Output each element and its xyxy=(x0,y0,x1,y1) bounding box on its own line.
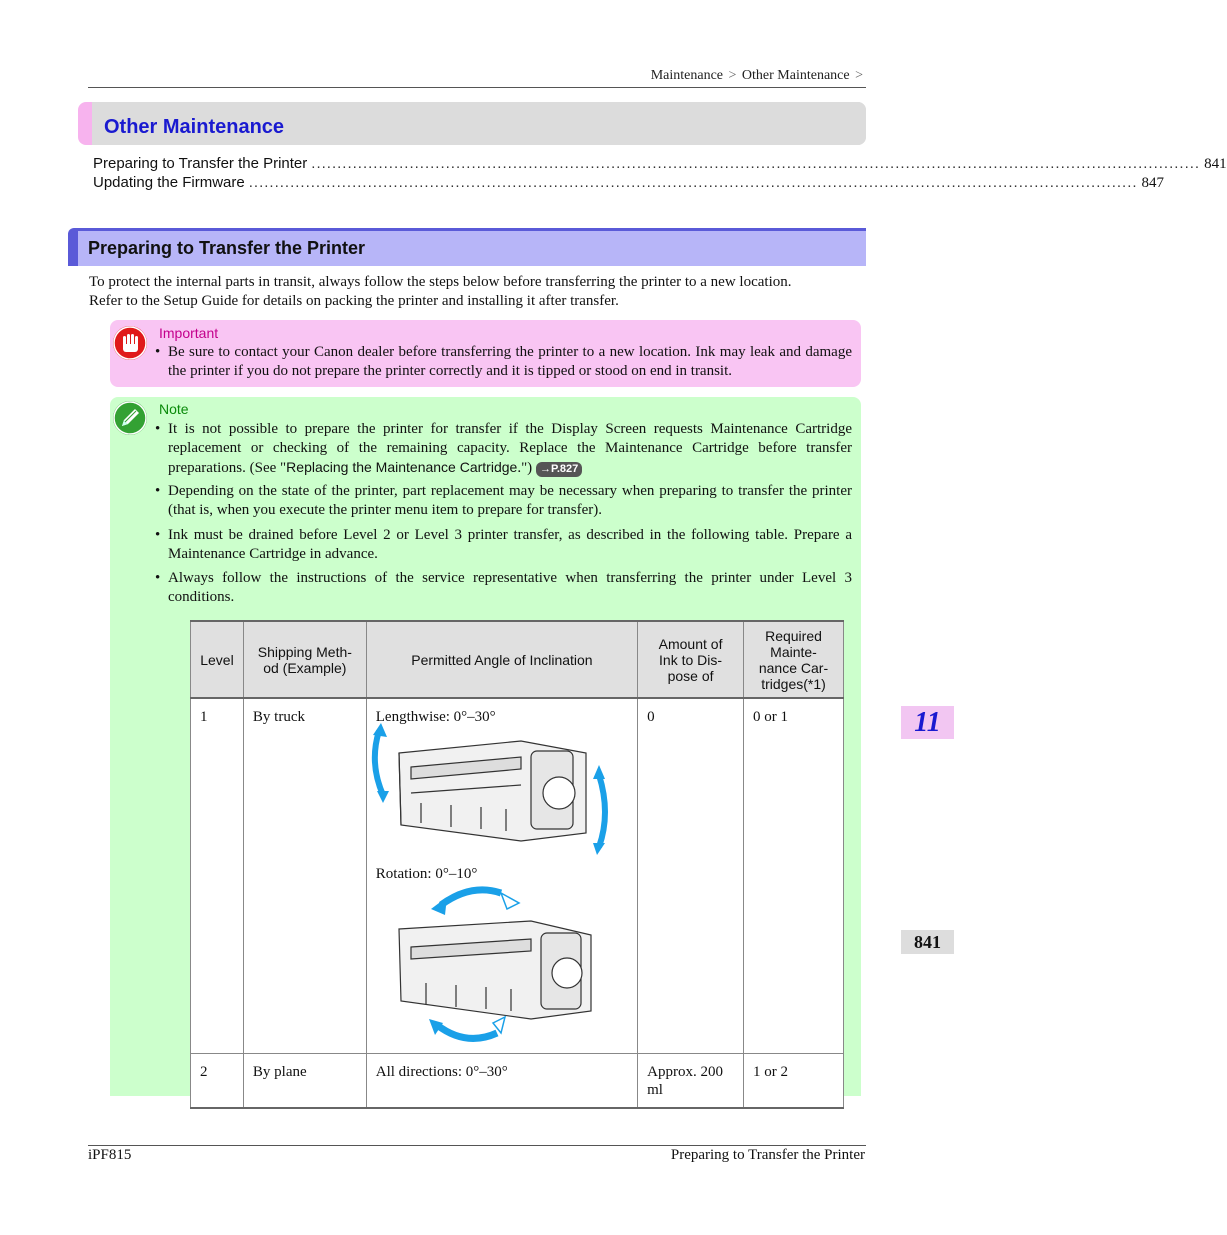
toc-entry[interactable] xyxy=(93,155,1227,173)
note-item-text: Depending on the state of the printer, part replacement may be necessary when preparing to transfer the printer (that is, when you execute the printer menu item to prepare for transfer). xyxy=(168,483,852,518)
column-header-ink-amount: Amount of Ink to Dis-pose of xyxy=(638,621,744,698)
breadcrumb xyxy=(651,68,865,84)
column-header-level: Level xyxy=(191,621,244,698)
note-item xyxy=(155,420,852,478)
toc-entry-title[interactable]: Updating the Firmware xyxy=(93,174,245,191)
toc-entry-page[interactable]: 841 xyxy=(1204,156,1227,172)
header-rule xyxy=(88,87,866,88)
printer-rotation-illustration xyxy=(381,883,621,1049)
page-reference-button[interactable]: →P.827 xyxy=(536,462,582,477)
intro-paragraph: Refer to the Setup Guide for details on packing the printer and installing it after transfer. xyxy=(89,293,619,309)
chapter-number[interactable]: 11 xyxy=(914,707,941,738)
toc-entry-page[interactable]: 847 xyxy=(1141,175,1165,191)
note-item-text: It is not possible to prepare the printer for transfer if the Display Screen requests Maintenance Cartridge replacement or checking of the remaining capacity. Replace the Maintenance Cartridge before transfer preparations. (See " xyxy=(168,421,852,476)
cell-angle xyxy=(366,698,637,1053)
bullet-dot: • xyxy=(155,527,161,543)
breadcrumb-item-other-maintenance[interactable]: Other Maintenance xyxy=(741,68,850,83)
printer-tilt-lengthwise-illustration xyxy=(371,723,611,853)
cell-level: 1 xyxy=(191,698,244,1053)
toc-entry-title[interactable]: Preparing to Transfer the Printer xyxy=(93,155,308,172)
important-label: Important xyxy=(159,325,219,341)
cell-method: By truck xyxy=(243,698,366,1053)
note-item xyxy=(155,569,852,607)
note-item-text-tail: .") xyxy=(517,460,533,476)
note-item xyxy=(155,482,852,520)
column-header-cartridges: Required Mainte-nance Car-tridges(*1) xyxy=(744,621,844,698)
cell-method: By plane xyxy=(243,1053,366,1108)
pencil-note-icon xyxy=(113,401,147,435)
transfer-level-table xyxy=(190,620,844,1109)
note-item-text: Always follow the instructions of the service representative when transferring the printer under Level 3 conditions. xyxy=(168,570,852,605)
cell-cartridges: 1 or 2 xyxy=(744,1053,844,1108)
breadcrumb-item-maintenance[interactable]: Maintenance xyxy=(650,68,723,83)
toc-leader: ............................................................................................................................................................................ xyxy=(248,174,1138,191)
section-title: Other Maintenance xyxy=(104,116,285,138)
hand-stop-icon xyxy=(113,326,147,360)
important-item-text: Be sure to contact your Canon dealer before transferring the printer to a new location. Ink may leak and damage the printer if you do not prepare the printer correctly and it is tipped or stood on end in transit. xyxy=(168,344,852,379)
cell-angle: All directions: 0°–30° xyxy=(366,1053,637,1108)
important-item xyxy=(155,343,852,381)
cell-ink-amount: 0 xyxy=(638,698,744,1053)
footer-rule xyxy=(88,1145,866,1146)
replacing-maintenance-cartridge-link[interactable]: Replacing the Maintenance Cartridge xyxy=(286,459,518,475)
cell-ink-amount: Approx. 200 ml xyxy=(638,1053,744,1108)
toc-entry[interactable] xyxy=(93,174,1165,192)
intro-paragraph: To protect the internal parts in transit, always follow the steps below before transferring the printer to a new location. xyxy=(89,274,792,290)
table-header-row xyxy=(191,621,844,698)
bullet-dot: • xyxy=(155,483,161,499)
column-header-angle: Permitted Angle of Inclination xyxy=(366,621,637,698)
bullet-dot: • xyxy=(155,421,161,437)
bullet-dot: • xyxy=(155,344,161,360)
breadcrumb-separator: > xyxy=(728,68,737,83)
subsection-title: Preparing to Transfer the Printer xyxy=(88,238,366,258)
table-row xyxy=(191,1053,844,1108)
angle-lengthwise-text: Lengthwise: 0°–30° xyxy=(375,709,496,725)
cell-cartridges: 0 or 1 xyxy=(744,698,844,1053)
note-item-text: Ink must be drained before Level 2 or Level 3 printer transfer, as described in the following table. Prepare a Maintenance Cartridge in advance. xyxy=(168,527,852,562)
bullet-dot: • xyxy=(155,570,161,586)
angle-rotation-text: Rotation: 0°–10° xyxy=(375,866,478,882)
page-number: 841 xyxy=(914,932,941,952)
table-row xyxy=(191,698,844,1053)
footer-model: iPF815 xyxy=(88,1147,132,1163)
breadcrumb-separator: > xyxy=(855,68,863,83)
note-label: Note xyxy=(159,401,189,417)
note-item xyxy=(155,526,852,564)
cell-level: 2 xyxy=(191,1053,244,1108)
column-header-shipping-method: Shipping Meth-od (Example) xyxy=(243,621,366,698)
toc-leader: ............................................................................................................................................................................ xyxy=(311,155,1201,172)
footer-section-title: Preparing to Transfer the Printer xyxy=(670,1147,865,1163)
